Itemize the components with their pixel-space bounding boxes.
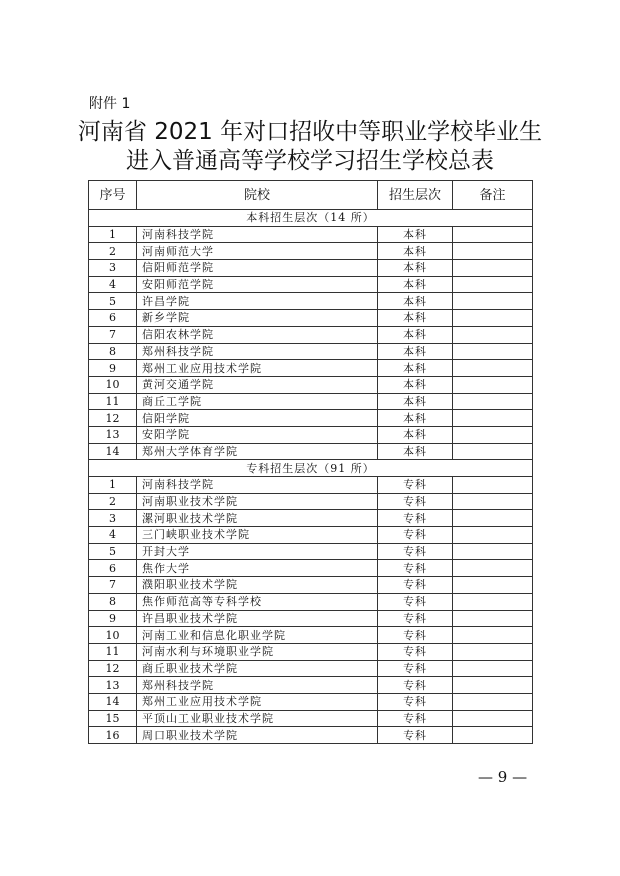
row-number: 5 xyxy=(89,543,137,560)
school-name: 信阳学院 xyxy=(137,410,378,427)
school-name: 河南职业技术学院 xyxy=(137,493,378,510)
table-row xyxy=(89,543,533,560)
row-number: 12 xyxy=(89,660,137,677)
table-row xyxy=(89,310,533,327)
remark-cell xyxy=(453,360,533,377)
remark-cell xyxy=(453,727,533,744)
table-row xyxy=(89,343,533,360)
row-number: 1 xyxy=(89,477,137,494)
enrollment-level: 本科 xyxy=(378,360,453,377)
enrollment-level: 本科 xyxy=(378,426,453,443)
remark-cell xyxy=(453,310,533,327)
remark-cell xyxy=(453,610,533,627)
section-title: 专科招生层次（91 所） xyxy=(89,460,533,477)
table-header-row xyxy=(89,181,533,210)
school-name: 濮阳职业技术学院 xyxy=(137,577,378,594)
school-name: 商丘工学院 xyxy=(137,393,378,410)
remark-cell xyxy=(453,593,533,610)
school-name: 商丘职业技术学院 xyxy=(137,660,378,677)
row-number: 1 xyxy=(89,226,137,243)
enrollment-level: 本科 xyxy=(378,410,453,427)
remark-cell xyxy=(453,627,533,644)
table-row xyxy=(89,610,533,627)
row-number: 2 xyxy=(89,243,137,260)
row-number: 4 xyxy=(89,276,137,293)
table-row xyxy=(89,677,533,694)
remark-cell xyxy=(453,293,533,310)
row-number: 9 xyxy=(89,610,137,627)
table-row xyxy=(89,710,533,727)
remark-cell xyxy=(453,710,533,727)
school-name: 河南科技学院 xyxy=(137,477,378,494)
school-name: 新乡学院 xyxy=(137,310,378,327)
row-number: 6 xyxy=(89,310,137,327)
enrollment-level: 专科 xyxy=(378,660,453,677)
remark-cell xyxy=(453,226,533,243)
enrollment-level: 专科 xyxy=(378,593,453,610)
table-row xyxy=(89,360,533,377)
enrollment-level: 专科 xyxy=(378,543,453,560)
enrollment-level: 本科 xyxy=(378,276,453,293)
table-row xyxy=(89,577,533,594)
remark-cell xyxy=(453,477,533,494)
remark-cell xyxy=(453,260,533,277)
remark-cell xyxy=(453,510,533,527)
enrollment-level: 专科 xyxy=(378,610,453,627)
school-name: 信阳师范学院 xyxy=(137,260,378,277)
enrollment-level: 专科 xyxy=(378,493,453,510)
header-remark: 备注 xyxy=(453,181,533,210)
school-name: 河南水利与环境职业学院 xyxy=(137,643,378,660)
table-row xyxy=(89,243,533,260)
enrollment-level: 专科 xyxy=(378,510,453,527)
remark-cell xyxy=(453,643,533,660)
school-name: 开封大学 xyxy=(137,543,378,560)
row-number: 4 xyxy=(89,527,137,544)
row-number: 10 xyxy=(89,627,137,644)
enrollment-level: 本科 xyxy=(378,343,453,360)
school-name: 信阳农林学院 xyxy=(137,326,378,343)
school-name: 焦作大学 xyxy=(137,560,378,577)
school-name: 郑州大学体育学院 xyxy=(137,443,378,460)
enrollment-level: 本科 xyxy=(378,376,453,393)
section-title: 本科招生层次（14 所） xyxy=(89,210,533,227)
row-number: 7 xyxy=(89,326,137,343)
table-row xyxy=(89,477,533,494)
table-row xyxy=(89,443,533,460)
table-row xyxy=(89,560,533,577)
school-name: 焦作师范高等专科学校 xyxy=(137,593,378,610)
enrollment-level: 专科 xyxy=(378,577,453,594)
school-name: 漯河职业技术学院 xyxy=(137,510,378,527)
enrollment-level: 专科 xyxy=(378,527,453,544)
enrollment-level: 专科 xyxy=(378,677,453,694)
document-title-line-2: 进入普通高等学校学习招生学校总表 xyxy=(126,148,494,174)
school-name: 河南科技学院 xyxy=(137,226,378,243)
remark-cell xyxy=(453,677,533,694)
header-level: 招生层次 xyxy=(378,181,453,210)
remark-cell xyxy=(453,410,533,427)
table-row xyxy=(89,226,533,243)
table-row xyxy=(89,326,533,343)
remark-cell xyxy=(453,543,533,560)
header-no: 序号 xyxy=(89,181,137,210)
enrollment-level: 本科 xyxy=(378,326,453,343)
row-number: 3 xyxy=(89,510,137,527)
table-row xyxy=(89,293,533,310)
table-row xyxy=(89,276,533,293)
document-title-line-1: 河南省 2021 年对口招收中等职业学校毕业生 xyxy=(77,119,543,145)
enrollment-level: 本科 xyxy=(378,243,453,260)
remark-cell xyxy=(453,493,533,510)
row-number: 3 xyxy=(89,260,137,277)
enrollment-level: 专科 xyxy=(378,643,453,660)
row-number: 10 xyxy=(89,376,137,393)
remark-cell xyxy=(453,426,533,443)
row-number: 9 xyxy=(89,360,137,377)
enrollment-level: 专科 xyxy=(378,477,453,494)
school-name: 河南师范大学 xyxy=(137,243,378,260)
remark-cell xyxy=(453,343,533,360)
enrollment-level: 本科 xyxy=(378,293,453,310)
section-header-row xyxy=(89,460,533,477)
school-name: 安阳师范学院 xyxy=(137,276,378,293)
table-row xyxy=(89,527,533,544)
enrollment-level: 本科 xyxy=(378,226,453,243)
remark-cell xyxy=(453,443,533,460)
school-name: 河南工业和信息化职业学院 xyxy=(137,627,378,644)
enrollment-level: 专科 xyxy=(378,627,453,644)
remark-cell xyxy=(453,276,533,293)
table-row xyxy=(89,727,533,744)
remark-cell xyxy=(453,243,533,260)
remark-cell xyxy=(453,393,533,410)
row-number: 8 xyxy=(89,593,137,610)
table-row xyxy=(89,426,533,443)
table-row xyxy=(89,493,533,510)
school-name: 郑州工业应用技术学院 xyxy=(137,693,378,710)
enrollment-level: 本科 xyxy=(378,393,453,410)
enrollment-level: 专科 xyxy=(378,560,453,577)
row-number: 8 xyxy=(89,343,137,360)
row-number: 11 xyxy=(89,643,137,660)
table-row xyxy=(89,410,533,427)
table-row xyxy=(89,393,533,410)
row-number: 12 xyxy=(89,410,137,427)
remark-cell xyxy=(453,527,533,544)
school-name: 郑州科技学院 xyxy=(137,677,378,694)
remark-cell xyxy=(453,376,533,393)
remark-cell xyxy=(453,693,533,710)
attachment-label: 附件 1 xyxy=(89,96,131,112)
school-name: 黄河交通学院 xyxy=(137,376,378,393)
row-number: 5 xyxy=(89,293,137,310)
enrollment-level: 本科 xyxy=(378,260,453,277)
school-name: 周口职业技术学院 xyxy=(137,727,378,744)
table-row xyxy=(89,693,533,710)
enrollment-level: 专科 xyxy=(378,693,453,710)
row-number: 14 xyxy=(89,693,137,710)
school-name: 许昌职业技术学院 xyxy=(137,610,378,627)
section-header-row xyxy=(89,210,533,227)
school-name: 三门峡职业技术学院 xyxy=(137,527,378,544)
school-name: 安阳学院 xyxy=(137,426,378,443)
page-number: — 9 — xyxy=(478,768,528,786)
header-school: 院校 xyxy=(137,181,378,210)
row-number: 7 xyxy=(89,577,137,594)
school-table xyxy=(88,180,533,744)
table-row xyxy=(89,593,533,610)
row-number: 11 xyxy=(89,393,137,410)
table-row xyxy=(89,376,533,393)
row-number: 13 xyxy=(89,426,137,443)
row-number: 16 xyxy=(89,727,137,744)
school-name: 郑州科技学院 xyxy=(137,343,378,360)
enrollment-level: 专科 xyxy=(378,710,453,727)
row-number: 6 xyxy=(89,560,137,577)
table-row xyxy=(89,510,533,527)
remark-cell xyxy=(453,660,533,677)
school-name: 郑州工业应用技术学院 xyxy=(137,360,378,377)
remark-cell xyxy=(453,577,533,594)
remark-cell xyxy=(453,560,533,577)
table-row xyxy=(89,643,533,660)
table-body xyxy=(89,210,533,744)
row-number: 13 xyxy=(89,677,137,694)
enrollment-level: 本科 xyxy=(378,443,453,460)
enrollment-level: 专科 xyxy=(378,727,453,744)
row-number: 2 xyxy=(89,493,137,510)
table-row xyxy=(89,627,533,644)
row-number: 14 xyxy=(89,443,137,460)
school-name: 许昌学院 xyxy=(137,293,378,310)
enrollment-level: 本科 xyxy=(378,310,453,327)
remark-cell xyxy=(453,326,533,343)
row-number: 15 xyxy=(89,710,137,727)
table-row xyxy=(89,260,533,277)
table-row xyxy=(89,660,533,677)
school-name: 平顶山工业职业技术学院 xyxy=(137,710,378,727)
